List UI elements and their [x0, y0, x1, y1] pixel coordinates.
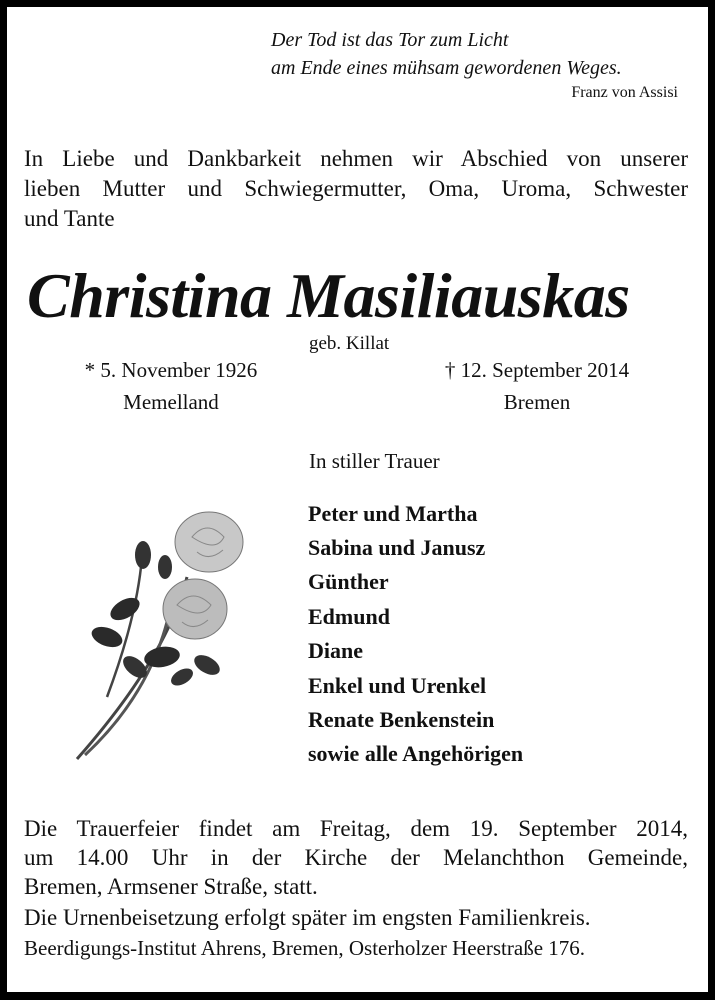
quote-line: am Ende eines mühsam gewordenen Weges. [271, 57, 622, 79]
burial-note: Die Urnenbeisetzung erfolgt später im engsten Familienkreis. [24, 905, 591, 930]
mourner: Sabina und Janusz [308, 535, 486, 560]
mourner: Günther [308, 569, 389, 594]
mourner: Renate Benkenstein [308, 707, 495, 732]
quote-author: Franz von Assisi [571, 84, 678, 101]
service-line: Bremen, Armsener Straße, statt. [24, 874, 318, 899]
deceased-name: Christina Masiliauskas [27, 260, 630, 331]
maiden-name: geb. Killat [309, 333, 390, 354]
undertaker: Beerdigungs-Institut Ahrens, Bremen, Osterholzer Heerstraße 176. [24, 936, 586, 960]
birth-date: * 5. November 1926 [84, 358, 258, 382]
service-line: Die Trauerfeier findet am Freitag, dem 19. September 2014, [24, 816, 688, 841]
rose-illustration [67, 497, 247, 767]
mourner: Edmund [308, 604, 390, 629]
intro-line: In Liebe und Dankbarkeit nehmen wir Abschied von unserer [24, 146, 688, 171]
mourner: sowie alle Angehörigen [308, 741, 524, 766]
birth-place: Memelland [123, 390, 219, 414]
mourner: Diane [308, 638, 363, 663]
mourner: Enkel und Urenkel [308, 673, 487, 698]
mourners-heading: In stiller Trauer [309, 449, 440, 473]
quote-line: Der Tod ist das Tor zum Licht [271, 29, 509, 51]
death-date: † 12. September 2014 [444, 358, 630, 382]
mourner: Peter und Martha [308, 501, 478, 526]
death-place: Bremen [503, 390, 571, 414]
intro-line: lieben Mutter und Schwiegermutter, Oma, Uroma, Schwester [24, 176, 688, 201]
service-line: um 14.00 Uhr in der Kirche der Melanchthon Gemeinde, [24, 845, 688, 870]
obituary-notice [7, 7, 708, 992]
intro-line: und Tante [24, 206, 115, 231]
